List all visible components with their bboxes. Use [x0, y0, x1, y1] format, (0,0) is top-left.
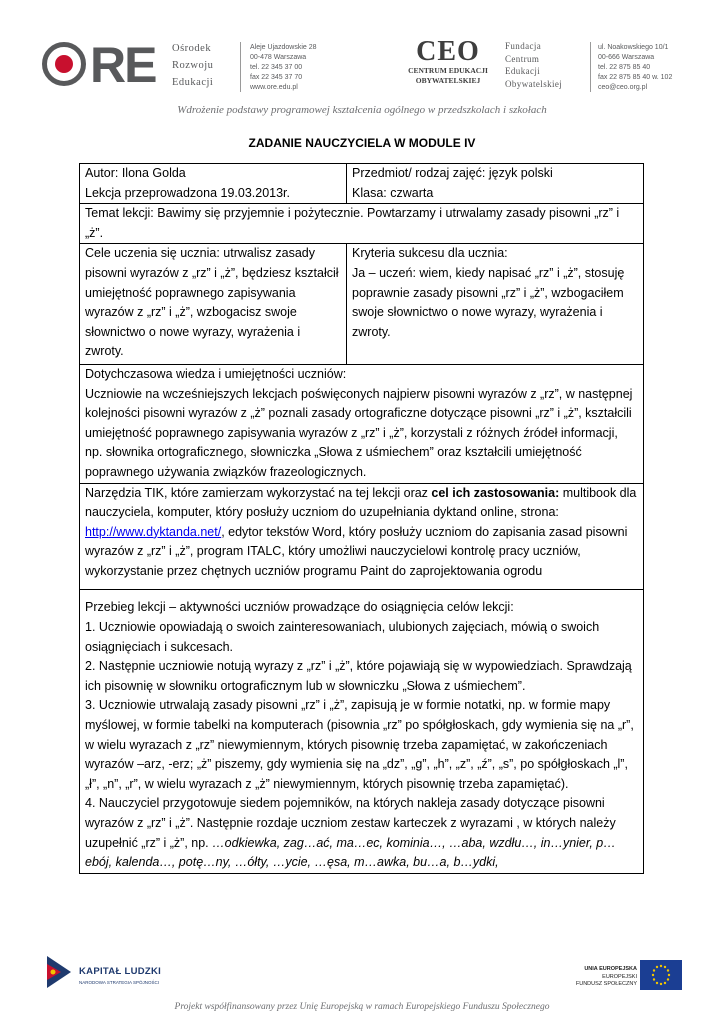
course-step: 2. Następnie uczniowie notują wyrazy z „rz” i „ż”, które pojawiają się w wypowiedziach. Sprawdzają ich pisownię w słowniku ortograficznym lub w słowniczku „Słowa z uśmiechem”.	[85, 659, 632, 693]
ore-name-line: Ośrodek	[172, 43, 212, 54]
eu-label-line: UNIA EUROPEJSKA	[584, 966, 637, 972]
ceo-name	[505, 40, 562, 90]
subject: Przedmiot/ rodzaj zajęć: język polski	[352, 166, 553, 180]
class: Klasa: czwarta	[352, 185, 434, 200]
eu-label-line: EUROPEJSKI	[602, 973, 637, 980]
ceo-address-line: tel. 22 875 85 40	[598, 64, 651, 71]
ore-name	[172, 40, 213, 91]
prior-knowledge-title: Dotychczasowa wiedza i umiejętności uczniów:	[85, 366, 347, 381]
ceo-name-line: Obywatelskiej	[505, 78, 563, 89]
tik-bold: cel ich zastosowania:	[431, 485, 560, 500]
lesson-table	[79, 163, 644, 874]
eu-flag-icon	[640, 960, 682, 990]
kapital-ludzki-logo	[45, 954, 165, 994]
ceo-address-line: 00-666 Warszawa	[598, 54, 655, 61]
ore-address-line: Aleje Ujazdowskie 28	[250, 44, 317, 51]
tik-paragraph	[85, 484, 638, 582]
ceo-address-line: ul. Noakowskiego 10/1	[598, 44, 669, 51]
ore-address-line: www.ore.edu.pl	[250, 84, 298, 91]
goals-cell	[80, 244, 347, 364]
kapital-ludzki-name: KAPITAŁ LUDZKI	[79, 966, 162, 977]
criteria-cell	[347, 244, 643, 364]
table-row-prior-knowledge	[79, 365, 644, 484]
author: Autor: Ilona Golda	[85, 166, 186, 180]
project-line: Projekt współfinansowany przez Unię Europejską w ramach Europejskiego Funduszu Społecznego	[174, 1002, 550, 1012]
ceo-name-line: Edukacji	[505, 66, 541, 76]
ore-name-line: Edukacji	[172, 77, 214, 88]
document-title: ZADANIE NAUCZYCIELA W MODULE IV	[248, 136, 476, 150]
meta-left-cell	[80, 164, 347, 203]
course-title: Przebieg lekcji – aktywności uczniów prowadzące do osiągnięcia celów lekcji:	[85, 600, 514, 615]
ore-address-line: fax 22 345 37 70	[250, 74, 303, 81]
table-row-goals	[79, 244, 644, 365]
course-step: 3. Uczniowie utrwalają zasady pisowni „rz” i „ż”, zapisują je w formie notatki, np. w formie mapy myślowej, w formie tabelki na komputerach (pisownia „rz” po spółgłoskach, gdy wymienia się na „r”, w wielu wyrazach z „rz” niewymiennym, których pisownię trzeba zapamiętać, w zakończeniach wyrazów –arz, -erz; „ż” piszemy, gdy wymienia się na „dz”, „g”, „h”, „z”, „ź”, „s”, po spółgłoskach „l”, „ł”, „n”, „r”, w wielu wyrazach z „ż” niewymiennym, których pisownię trzeba zapamiętać).	[85, 698, 634, 791]
step4-words: …odkiewka, zag…ać, ma…ec, kominia…, …aba, wzdłu…, in…ynier, p…ebój, kalenda…, potę…ny, …ółty, …ycie, …ęsa, m…awka, bu…a, b…ydki,	[85, 835, 616, 870]
lesson-topic: Temat lekcji: Bawimy się przyjemnie i pożytecznie. Powtarzamy i utrwalamy zasady pisowni „rz” i „ż”.	[85, 206, 620, 240]
ore-logo	[42, 37, 160, 94]
page-header	[0, 0, 724, 125]
tik-intro: Narzędzia TIK, które zamierzam wykorzystać na tej lekcji oraz	[85, 485, 432, 500]
learning-goals: Cele uczenia się ucznia: utrwalisz zasady pisowni wyrazów z „rz” i „ż”, będziesz kształcił umiejętność poprawnego zapisywania wyrazów z „rz” i „ż”, wzbogacisz swoje słownictwo o nowe wyrazy, wyrażenia i zwroty.	[85, 246, 339, 359]
ceo-logo-sub: CENTRUM EDUKACJI	[408, 66, 488, 75]
prior-knowledge-text: Uczniowie na wcześniejszych lekcjach poświęconych najpierw pisowni wyrazów z „rz”, w następnej kolejności pisowni wyrazów z „ż” poznali zasady ortograficzne dotyczące pisowni „rz” i „ż”, kształcili umiejętność poprawnego zapisywania wyrazów z „rz” i „ż”, korzystali z różnych źródeł informacji, np. słownika ortograficznego, słowniczka „Słowa z uśmiechem” oraz kształcili umiejętność poprawnego używania związków frazeologicznych.	[85, 386, 633, 479]
ore-logo-letters: RE	[90, 37, 156, 93]
ore-logo-dot	[55, 55, 73, 73]
ore-address-line: tel. 22 345 37 00	[250, 64, 303, 71]
kapital-ludzki-sub: NARODOWA STRATEGIA SPÓJNOŚCI	[79, 980, 160, 985]
header-tagline: Wdrożenie podstawy programowej kształcenia ogólnego w przedszkolach i szkołach	[177, 104, 547, 116]
ceo-address-line: ceo@ceo.org.pl	[598, 84, 648, 91]
dyktanda-link[interactable]: http://www.dyktanda.net/	[85, 524, 222, 539]
success-criteria: Kryteria sukcesu dla ucznia: Ja – uczeń: wiem, kiedy napisać „rz” i „ż”, stosuję poprawnie zasady pisowni „rz” i „ż”, wzbogaciłem swoje słownictwo o nowe wyrazy, wyrażenia i zwroty.	[352, 246, 625, 339]
step4-text: 4. Nauczyciel przygotowuje siedem pojemników, na których nakleja zasady dotyczące pisowni wyrazów z „rz” i „ż”. Następnie rozdaje uczniom zestaw karteczek z wyrazami , w których należy uzupełnić „rz” i „ż”, np.	[85, 796, 616, 850]
tik-text: , edytor tekstów Word, który posłuży uczniom do zapisania zasad pisowni wyrazów z „rz” i „ż”, program ITALC, który umożliwi nauczycielowi kontrolę pracy uczniów, wykorzystanie przez chętnych uczniów programu Paint do zaprojektowania ogrodu	[85, 524, 628, 578]
header-divider	[590, 42, 591, 92]
ceo-name-line: Centrum	[505, 53, 540, 64]
kapital-ludzki-mark-icon	[45, 954, 73, 990]
ceo-logo	[398, 38, 498, 96]
ore-address	[250, 43, 317, 93]
ceo-address-line: fax 22 875 85 40 w. 102	[598, 74, 673, 81]
ore-name-line: Rozwoju	[172, 60, 214, 71]
meta-right-cell	[347, 164, 643, 203]
table-row-tik	[79, 484, 644, 591]
table-row-course	[79, 590, 644, 873]
ceo-address	[598, 43, 672, 93]
ceo-logo-mark: CEO	[416, 36, 480, 67]
course-step	[85, 794, 638, 872]
ceo-name-line: Fundacja	[505, 41, 542, 51]
table-row-meta	[79, 163, 644, 204]
course-step: 1. Uczniowie opowiadają o swoich zainteresowaniach, ulubionych zajęciach, mówią o swoich osiągnięciach i sukcesach.	[85, 620, 600, 654]
eu-label-line: FUNDUSZ SPOŁECZNY	[575, 981, 637, 987]
ceo-logo-sub: OBYWATELSKIEJ	[415, 76, 481, 85]
eu-label	[557, 966, 637, 989]
tik-text: multibook dla nauczyciela, komputer, który posłuży uczniom do uzupełniania dyktand online, strona:	[85, 485, 637, 520]
page-footer	[0, 952, 724, 1024]
lesson-date: Lekcja przeprowadzona 19.03.2013r.	[85, 185, 291, 200]
ore-address-line: 00-478 Warszawa	[250, 54, 307, 61]
table-row-topic	[79, 204, 644, 244]
header-divider	[240, 42, 241, 92]
